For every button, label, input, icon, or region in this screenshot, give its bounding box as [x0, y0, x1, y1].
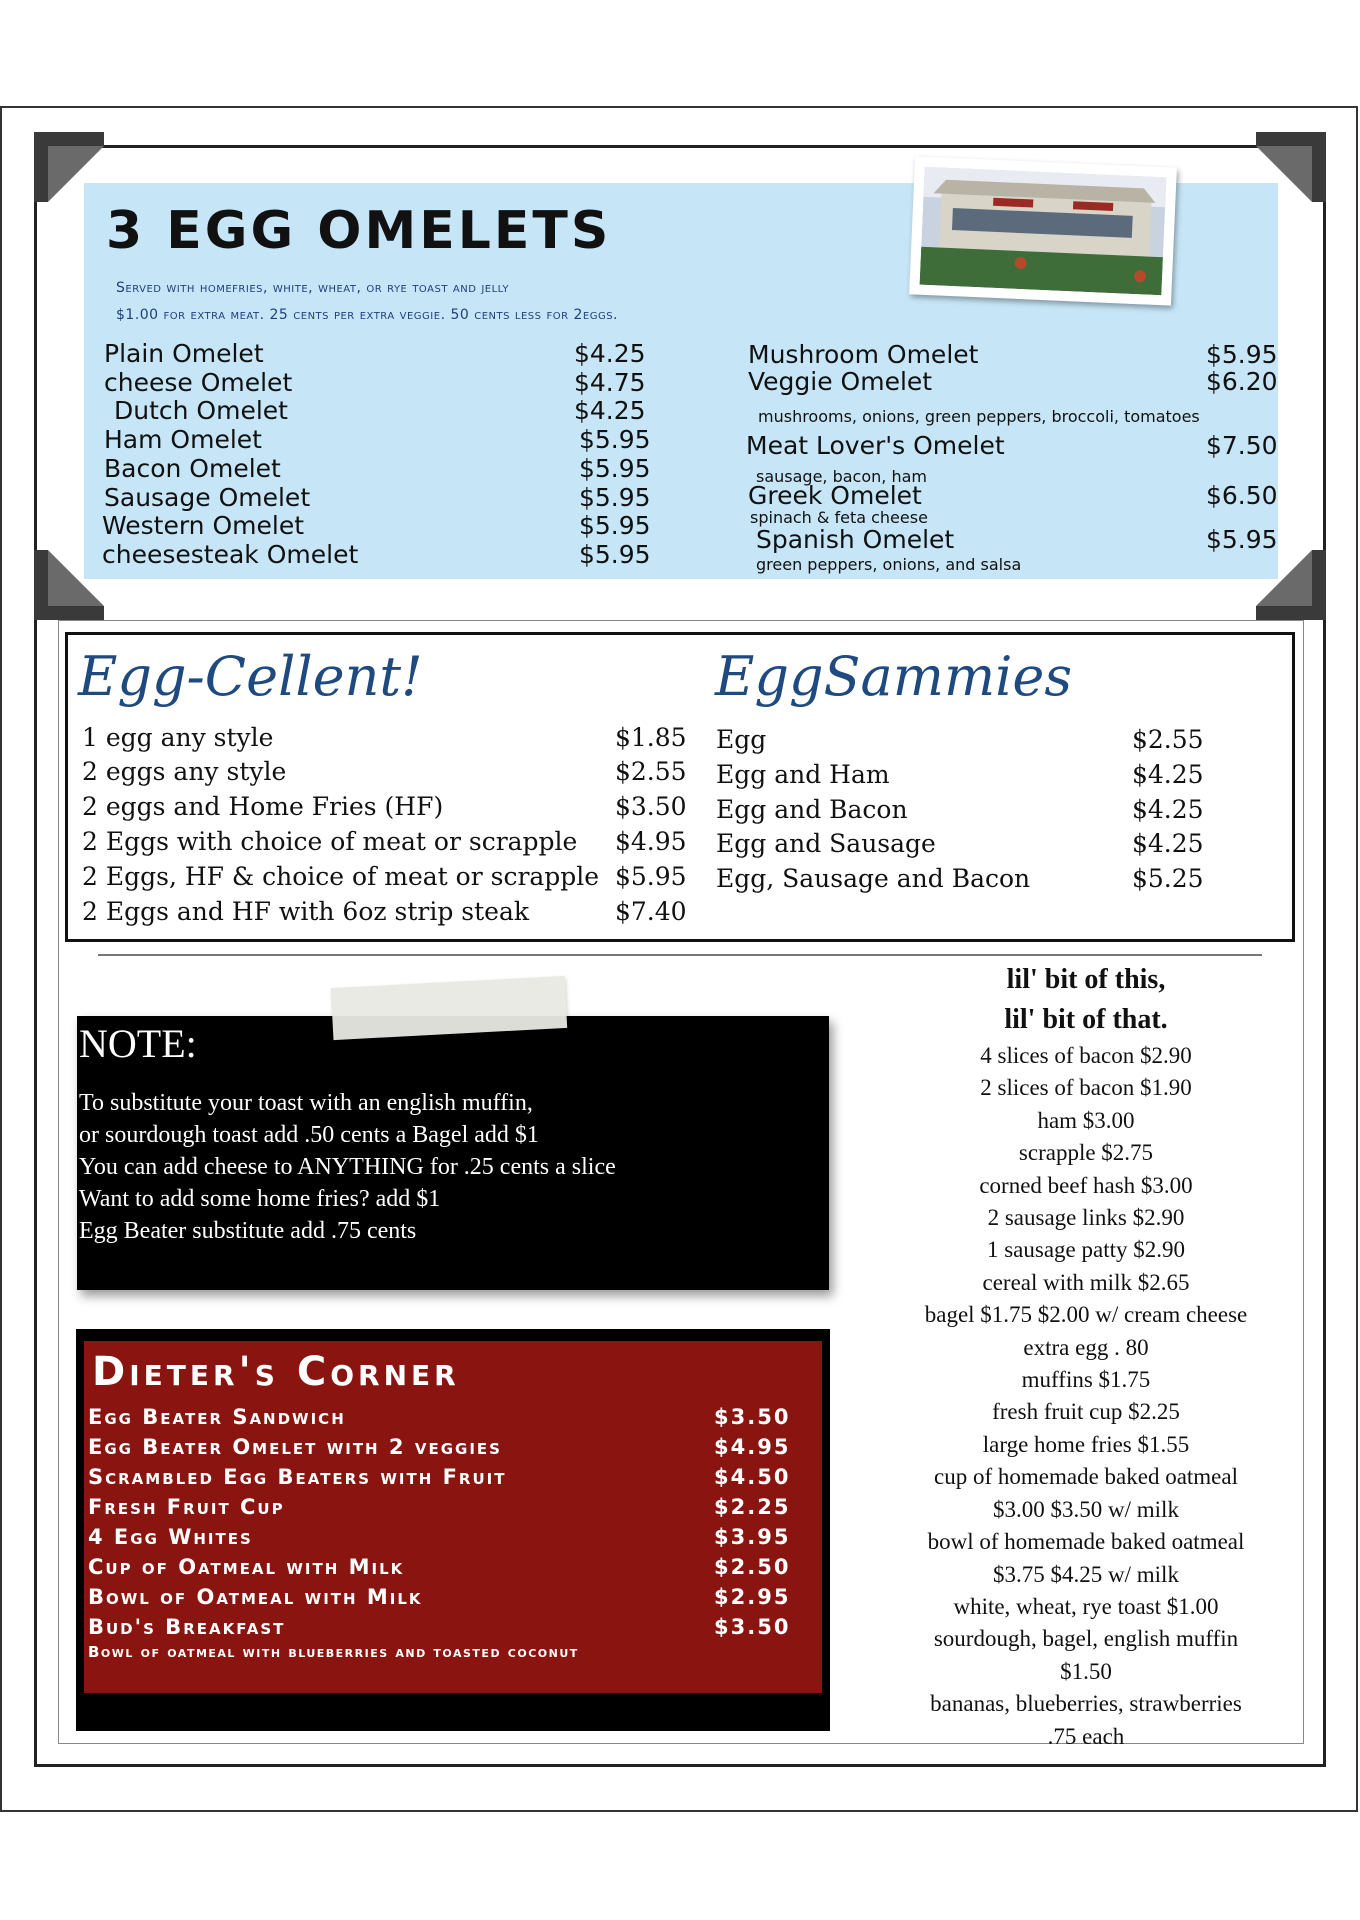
lil-bit-item: ham $3.00: [1037, 1107, 1135, 1133]
lil-bit-heading: lil' bit of this,: [1006, 964, 1166, 995]
lil-bit-item: .75 each: [1047, 1723, 1125, 1749]
dieter-price: $2.25: [714, 1495, 791, 1519]
eggsammies-price: $4.25: [1132, 760, 1204, 789]
dieter-item: Bowl of Oatmeal with Milk: [88, 1585, 423, 1609]
omelet-item-price: $7.50: [1206, 431, 1278, 460]
omelet-item-desc: sausage, bacon, ham: [756, 467, 927, 486]
omelet-item-name: cheese Omelet: [104, 368, 293, 397]
lil-bit-item: $3.00 $3.50 w/ milk: [993, 1496, 1179, 1522]
eggcellent-item: 2 eggs any style: [82, 757, 287, 786]
eggcellent-price: $7.40: [615, 897, 687, 926]
eggsammies-item: Egg, Sausage and Bacon: [716, 864, 1031, 893]
lil-bit-item: bagel $1.75 $2.00 w/ cream cheese: [924, 1302, 1248, 1328]
eggcellent-price: $3.50: [615, 792, 687, 821]
lil-bit-item: 4 slices of bacon $2.90: [980, 1043, 1192, 1068]
dieter-item: Egg Beater Omelet with 2 veggies: [88, 1435, 502, 1459]
dieters-title: Dieter's Corner: [92, 1349, 460, 1395]
lil-bit-item: 1 sausage patty $2.90: [986, 1237, 1185, 1263]
omelet-item-name: Sausage Omelet: [104, 483, 311, 512]
lil-bit-item: sourdough, bagel, english muffin: [933, 1626, 1239, 1652]
lil-bit-item: fresh fruit cup $2.25: [992, 1399, 1180, 1425]
omelet-item-name: Western Omelet: [102, 511, 305, 540]
omelet-item-desc: green peppers, onions, and salsa: [756, 555, 1022, 574]
lil-bit-item: bowl of homemade baked oatmeal: [927, 1529, 1245, 1555]
photo-corner-icon: [34, 132, 104, 202]
omelet-item-name: Bacon Omelet: [104, 454, 281, 483]
note-line: To substitute your toast with an english muffin,: [79, 1090, 533, 1116]
eggcellent-item: 2 Eggs, HF & choice of meat or scrapple: [82, 862, 600, 891]
omelet-item-name: Dutch Omelet: [114, 396, 288, 425]
eggcellent-price: $2.55: [615, 757, 687, 786]
omelet-item-price: $5.95: [579, 425, 651, 454]
eggsammies-price: $4.25: [1132, 829, 1204, 858]
lil-bit-heading: lil' bit of that.: [1004, 1004, 1168, 1035]
omelet-item-price: $4.75: [574, 368, 646, 397]
lil-bit-item: corned beef hash $3.00: [979, 1172, 1193, 1198]
omelet-item-name: Plain Omelet: [104, 339, 264, 368]
lil-bit-item: 2 slices of bacon $1.90: [980, 1075, 1192, 1101]
omelet-item-price: $5.95: [579, 454, 651, 483]
dieter-price: $4.50: [714, 1465, 791, 1489]
dieter-item: Scrambled Egg Beaters with Fruit: [88, 1465, 507, 1489]
eggcellent-price: $5.95: [615, 862, 687, 891]
eggsammies-item: Egg and Bacon: [716, 795, 908, 824]
omelet-item-price: $4.25: [574, 339, 646, 368]
omelet-item-name: Spanish Omelet: [756, 525, 955, 554]
dieter-price: $2.95: [714, 1585, 791, 1609]
omelet-item-price: $5.95: [1206, 340, 1278, 369]
eggsammies-item: Egg and Ham: [716, 760, 890, 789]
lil-bit-item: bananas, blueberries, strawberries: [930, 1691, 1242, 1717]
dieter-item: Egg Beater Sandwich: [88, 1405, 346, 1429]
eggcellent-item: 2 eggs and Home Fries (HF): [82, 792, 444, 821]
omelet-title: 3 EGG OMELETS: [106, 201, 612, 261]
diner-photo-image: [920, 167, 1167, 295]
dieter-price: $2.50: [714, 1555, 791, 1579]
dieter-price: $3.50: [714, 1405, 791, 1429]
lil-bit-item: large home fries $1.55: [982, 1431, 1190, 1457]
lil-bit-item: white, wheat, rye toast $1.00: [953, 1593, 1219, 1619]
note-title: NOTE:: [79, 1021, 197, 1066]
eggsammies-price: $5.25: [1132, 864, 1204, 893]
dieter-item: Bud's Breakfast: [88, 1615, 286, 1639]
lil-bit-item: extra egg . 80: [1023, 1334, 1149, 1360]
note-line: or sourdough toast add .50 cents a Bagel add $1: [79, 1122, 539, 1148]
omelet-item-name: Mushroom Omelet: [748, 340, 979, 369]
lil-bit-item: $3.75 $4.25 w/ milk: [993, 1561, 1179, 1587]
diner-photo: [909, 156, 1177, 305]
omelet-item-name: Greek Omelet: [748, 481, 922, 510]
dieter-item: Fresh Fruit Cup: [88, 1495, 285, 1519]
eggcellent-title: Egg-Cellent!: [78, 645, 423, 708]
omelet-item-name: Meat Lover's Omelet: [746, 431, 1005, 460]
eggsammies-item: Egg: [716, 725, 767, 754]
note-box: [77, 1016, 829, 1290]
eggcellent-price: $1.85: [615, 723, 687, 752]
eggcellent-price: $4.95: [615, 827, 687, 856]
note-line: Egg Beater substitute add .75 cents: [79, 1218, 417, 1244]
omelet-item-price: $5.95: [579, 483, 651, 512]
lil-bit-item: cup of homemade baked oatmeal: [934, 1464, 1238, 1490]
lil-bit-item: muffins $1.75: [1021, 1367, 1151, 1393]
omelet-item-price: $6.20: [1206, 367, 1278, 396]
section-divider: [98, 954, 1262, 956]
omelet-item-price: $5.95: [1206, 525, 1278, 554]
egg-section: [65, 632, 1295, 942]
omelet-item-name: cheesesteak Omelet: [102, 540, 359, 569]
omelet-item-desc: mushrooms, onions, green peppers, broccoli, tomatoes: [758, 407, 1200, 426]
eggcellent-item: 2 Eggs with choice of meat or scrapple: [82, 827, 578, 856]
photo-corner-icon: [1256, 550, 1326, 620]
eggcellent-item: 2 Eggs and HF with 6oz strip steak: [82, 897, 529, 926]
omelet-item-desc: spinach & feta cheese: [750, 508, 928, 527]
dieter-item: 4 Egg Whites: [88, 1525, 253, 1549]
omelet-subtitle: Served with homefries, white, wheat, or rye toast and jelly: [116, 280, 510, 296]
lil-bit-item: $1.50: [1060, 1658, 1112, 1684]
dieter-price: $3.50: [714, 1615, 791, 1639]
eggsammies-price: $2.55: [1132, 725, 1204, 754]
omelet-item-price: $5.95: [579, 540, 651, 569]
eggsammies-title: EggSammies: [715, 645, 1073, 708]
dieter-price: $4.95: [714, 1435, 791, 1459]
omelet-item-price: $5.95: [579, 511, 651, 540]
dieter-price: $3.95: [714, 1525, 791, 1549]
photo-corner-icon: [34, 550, 104, 620]
omelet-extra-note: $1.00 for extra meat. 25 cents per extra veggie. 50 cents less for 2eggs.: [116, 307, 618, 323]
dieter-item: Cup of Oatmeal with Milk: [88, 1555, 405, 1579]
eggsammies-item: Egg and Sausage: [716, 829, 936, 858]
note-line: Want to add some home fries? add $1: [79, 1186, 441, 1212]
photo-corner-icon: [1256, 132, 1326, 202]
lil-bit-section: [872, 960, 1300, 1753]
dieters-corner: [84, 1341, 822, 1693]
eggsammies-price: $4.25: [1132, 795, 1204, 824]
omelet-item-price: $6.50: [1206, 481, 1278, 510]
omelet-item-price: $4.25: [574, 396, 646, 425]
lil-bit-item: cereal with milk $2.65: [982, 1269, 1190, 1295]
eggcellent-item: 1 egg any style: [82, 723, 274, 752]
omelet-item-name: Ham Omelet: [104, 425, 262, 454]
buds-breakfast-desc: Bowl of oatmeal with blueberries and toasted coconut: [88, 1643, 579, 1661]
lil-bit-item: 2 sausage links $2.90: [987, 1205, 1185, 1231]
note-line: You can add cheese to ANYTHING for .25 cents a slice: [79, 1154, 616, 1180]
lil-bit-item: scrapple $2.75: [1018, 1140, 1154, 1166]
omelet-item-name: Veggie Omelet: [748, 367, 933, 396]
